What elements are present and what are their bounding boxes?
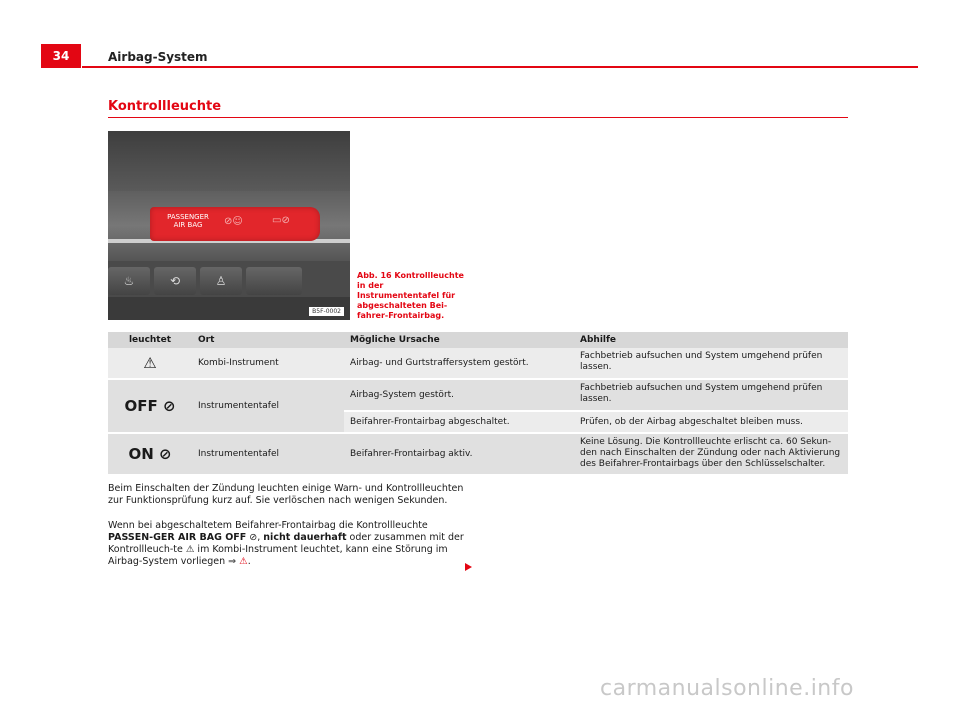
cell-ursache: Beifahrer-Frontairbag abgeschaltet. — [344, 411, 574, 433]
header-rule — [82, 66, 918, 68]
cell-abhilfe: Keine Lösung. Die Kontrollleuchte erlischt ca. 60 Sekun-den nach Einschalten der Zündung oder nach Aktivierung des Beifahrer-Frontairbags über den Schlüsselschalter. — [574, 433, 848, 475]
warning-triangle-icon: ⚠ — [239, 556, 248, 567]
para-text: . — [247, 556, 251, 567]
para-text: , — [257, 532, 264, 543]
figure-dashboard-photo — [108, 131, 350, 320]
para-text: Wenn bei abgeschaltetem Beifahrer-Frontairbag die Kontrollleuchte — [108, 520, 428, 531]
airbag-warning-icon: ⚠ — [108, 348, 192, 379]
panel-label: PASSENGER AIR BAG — [167, 213, 209, 229]
table-row — [108, 348, 848, 379]
seat-heating-icon: ♨ — [108, 267, 150, 295]
seat-icon: ♙ — [200, 267, 242, 295]
cell-abhilfe: Fachbetrieb aufsuchen und System umgehend prüfen lassen. — [574, 379, 848, 411]
photo-button-row — [108, 267, 350, 297]
cell-abhilfe: Fachbetrieb aufsuchen und System umgehend prüfen lassen. — [574, 348, 848, 379]
airbag-off-icon: ⊘ — [246, 532, 258, 543]
cell-ort: Instrumententafel — [192, 433, 344, 475]
figure-caption: Abb. 16 Kontrollleuchte in der Instrumententafel für abgeschalteten Bei-fahrer-Frontairbag. — [357, 271, 464, 320]
section-title: Kontrollleuchte — [108, 99, 222, 114]
passenger-airbag-on-icon: ON ⊘ — [108, 433, 192, 475]
cell-ursache: Beifahrer-Frontairbag aktiv. — [344, 433, 574, 475]
photo-top-band — [108, 131, 350, 191]
on-label: ON — [128, 444, 154, 463]
cell-ort: Instrumententafel — [192, 379, 344, 433]
airbag-on-icon: ▭⊘ — [272, 215, 290, 226]
col-ort: Ort — [192, 332, 344, 348]
para-emphasis: nicht dauerhaft — [263, 532, 347, 543]
page-number: 34 — [41, 44, 81, 68]
airbag-warning-icon: ⚠ — [185, 544, 195, 555]
table-row — [108, 433, 848, 475]
col-leuchtet: leuchtet — [108, 332, 192, 348]
figure-code: B5F-0002 — [309, 307, 344, 316]
passenger-airbag-panel — [150, 207, 320, 241]
recirculation-icon: ⟲ — [154, 267, 196, 295]
table-row — [108, 379, 848, 411]
para-keyword: PASSEN-GER AIR BAG OFF — [108, 532, 247, 543]
col-abhilfe: Abhilfe — [574, 332, 848, 348]
off-label: OFF — [124, 396, 158, 415]
paragraph-fault — [108, 520, 468, 568]
paragraph-intro: Beim Einschalten der Zündung leuchten einige Warn- und Kontrollleuchten zur Funktionsprüfung kurz auf. Sie verlöschen nach wenigen Sekunden. — [108, 483, 464, 506]
section-rule — [108, 117, 848, 118]
passenger-airbag-off-icon: OFF ⊘ — [108, 379, 192, 433]
warning-light-table — [108, 332, 848, 476]
para-text: im Kombi-Instrument leuchtet, kann eine Störung im Airbag-System vorliegen ⇒ — [108, 544, 448, 567]
cell-abhilfe: Prüfen, ob der Airbag abgeschaltet bleiben muss. — [574, 411, 848, 433]
para-text: oder zusammen mit der Kontrollleuch-te — [108, 532, 464, 555]
cell-ort: Kombi-Instrument — [192, 348, 344, 379]
airbag-off-icon: ⊘☺ — [224, 216, 243, 227]
col-ursache: Mögliche Ursache — [344, 332, 574, 348]
cell-ursache: Airbag-System gestört. — [344, 379, 574, 411]
chapter-title: Airbag-System — [108, 50, 208, 64]
blank-button — [246, 267, 302, 295]
watermark: carmanualsonline.info — [600, 676, 854, 701]
continue-arrow-icon — [465, 563, 472, 571]
cell-ursache: Airbag- und Gurtstraffersystem gestört. — [344, 348, 574, 379]
